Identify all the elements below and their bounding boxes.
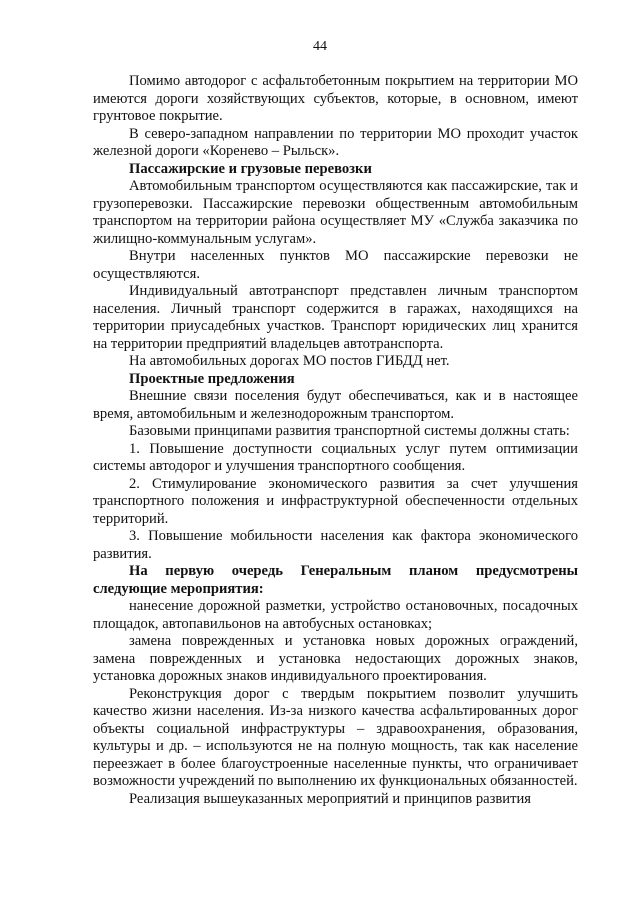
list-item-2: 2. Стимулирование экономического развития за счет улучшения транспортного положения и инфраструктурной обеспеченности отдельных территорий. bbox=[93, 475, 578, 527]
paragraph-first-stage: На первую очередь Генеральным планом предусмотрены следующие мероприятия: bbox=[93, 563, 578, 597]
paragraph-no-local-transit: Внутри населенных пунктов МО пассажирские перевозки не осуществляются. bbox=[93, 248, 578, 282]
heading-proposals: Проектные предложения bbox=[129, 370, 295, 387]
paragraph-road-transport: Автомобильным транспортом осуществляются как пассажирские, так и грузоперевозки. Пассажирские перевозки общественным автомобильным транспортом на территории района осуществляет МУ «Служба заказчика по жилищно-коммунальным услугам». bbox=[93, 178, 578, 247]
heading-transport: Пассажирские и грузовые перевозки bbox=[129, 160, 372, 177]
paragraph-paved-roads: Помимо автодорог с асфальтобетонным покрытием на территории МО имеются дороги хозяйствующих субъектов, которые, в основном, имеют грунтовое покрытие. bbox=[93, 73, 578, 124]
list-item-3: 3. Повышение мобильности населения как фактора экономического развития. bbox=[93, 528, 578, 562]
paragraph-railway: В северо-западном направлении по территории МО проходит участок железной дороги «Коренево – Рыльск». bbox=[93, 125, 578, 159]
list-item-1: 1. Повышение доступности социальных услуг путем оптимизации системы автодорог и улучшения транспортного сообщения. bbox=[93, 440, 578, 474]
paragraph-road-marking: нанесение дорожной разметки, устройство остановочных, посадочных площадок, автопавильонов на автобусных остановках; bbox=[93, 598, 578, 632]
page-number: 44 bbox=[313, 39, 327, 54]
paragraph-traffic-police: На автомобильных дорогах МО постов ГИБДД нет. bbox=[129, 353, 450, 369]
paragraph-principles: Базовыми принципами развития транспортной системы должны стать: bbox=[129, 423, 570, 439]
paragraph-reconstruction: Реконструкция дорог с твердым покрытием позволит улучшить качество жизни населения. Из-за низкого качества асфальтированных дорог объекты социальной инфраструктуры – здравоохранения, образования, культуры и др. – используются не на полную мощность, так как население переезжает в более благоустроенные населенные пункты, что ограничивает возможности учреждений по выполнению их функциональных обязанностей. bbox=[93, 685, 578, 789]
paragraph-external-links: Внешние связи поселения будут обеспечиваться, как и в настоящее время, автомобильным и железнодорожным транспортом. bbox=[93, 388, 578, 422]
paragraph-private-vehicles: Индивидуальный автотранспорт представлен личным транспортом населения. Личный транспорт содержится в гаражах, находящихся на территории приусадебных участков. Транспорт юридических лиц хранится на территории предприятий владельцев автотранспорта. bbox=[93, 283, 578, 352]
paragraph-road-signs: замена поврежденных и установка новых дорожных ограждений, замена поврежденных и установка недостающих дорожных знаков, установка дорожных знаков индивидуального проектирования. bbox=[93, 633, 578, 684]
document-body bbox=[93, 73, 578, 808]
paragraph-implementation: Реализация вышеуказанных мероприятий и принципов развития bbox=[129, 790, 531, 807]
